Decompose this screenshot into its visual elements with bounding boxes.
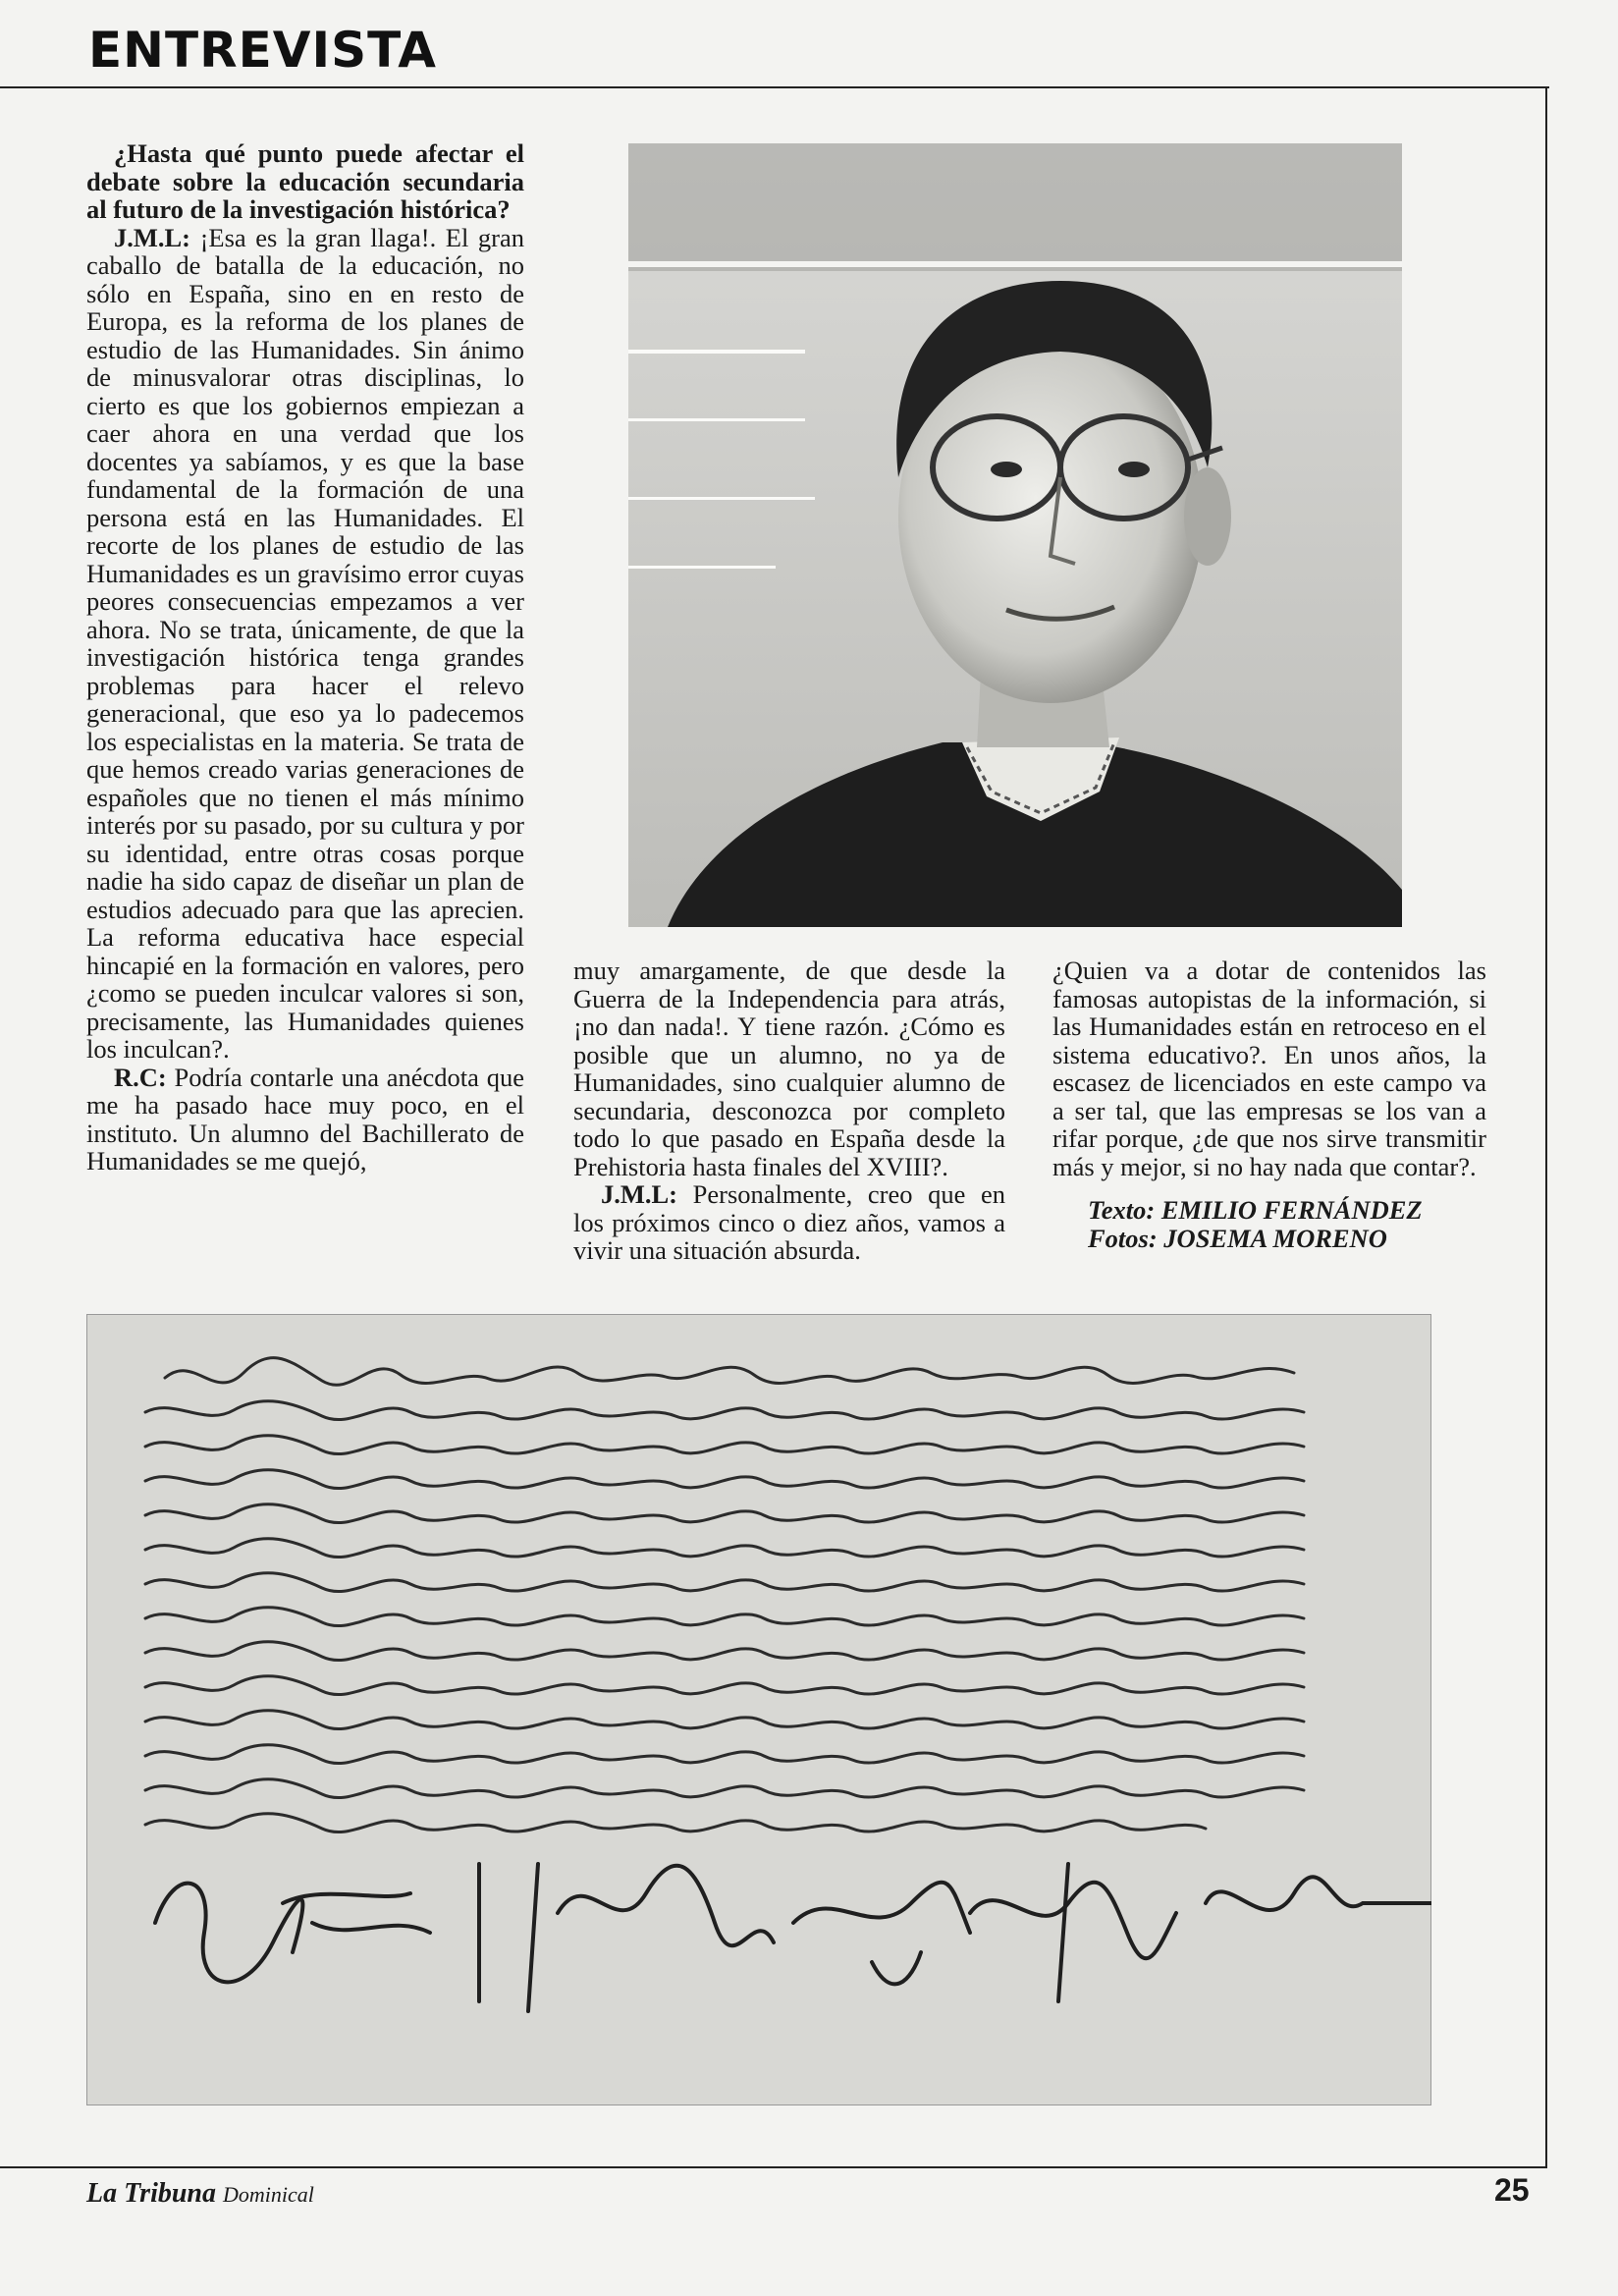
interview-question: ¿Hasta qué punto puede afectar el debate sobre la educación secundaria al futuro de la investigación histórica? bbox=[86, 138, 524, 224]
interview-answer bbox=[86, 224, 524, 1064]
speaker-label: R.C: bbox=[114, 1062, 167, 1092]
answer-text: ¡Esa es la gran llaga!. El gran caballo de batalla de la educación, no sólo en España, sino en en resto de Europa, es la reforma de los planes de estudio de las Humanidades. Sin ánimo de minusvalorar otras disciplinas, lo cierto es que los gobiernos empiezan a caer ahora en una verdad que los docentes ya sabíamos, y es que la base fundamental de la formación de una persona está en las Humanidades. El recorte de los planes de estudio de las Humanidades es un gravísimo error cuyas peores consecuencias empezamos a ver ahora. No se trata, únicamente, de que la investigación histórica tenga grandes problemas para hacer el relevo generacional, que eso ya lo padecemos los especialistas en la materia. Se trata de que hemos creado varias generaciones de españoles que no tienen el más mínimo interés por su pasado, por su cultura y por su identidad, entre otras cosas porque nadie ha sido capaz de diseñar un plan de estudios adecuado para que las aprecien. La reforma educativa hace especial hincapié en la formación en valores, pero ¿como se pueden inculcar valores si son, precisamente, las Humanidades quienes los inculcan?. bbox=[86, 222, 524, 1064]
bottom-rule bbox=[0, 2166, 1547, 2168]
answer-continuation: ¿Quien va a dotar de contenidos las famosas autopistas de la información, si las Humanidades están en retroceso en el sistema educativo?. En unos años, la escasez de licenciados en este campo va a ser tal, que las empresas se los van a rifar porque, ¿de que nos sirve transmitir más y mejor, si no hay nada que contar?. bbox=[1052, 956, 1486, 1181]
speaker-label: J.M.L: bbox=[601, 1179, 678, 1209]
interview-answer bbox=[573, 1180, 1005, 1265]
article-column-3 bbox=[1052, 957, 1486, 1253]
photo-credit: Fotos: JOSEMA MORENO bbox=[1088, 1224, 1387, 1253]
right-rule bbox=[1545, 86, 1547, 2168]
section-title: ENTREVISTA bbox=[88, 22, 437, 79]
portrait-photo bbox=[628, 143, 1402, 927]
article-column-1 bbox=[86, 139, 524, 1175]
page-number: 25 bbox=[1494, 2172, 1530, 2208]
answer-text: Personalmente, creo que en los próximos cinco o diez años, vamos a vivir una situación absurda. bbox=[573, 1179, 1006, 1265]
answer-text: Podría contarle una anécdota que me ha pasado hace muy poco, en el instituto. Un alumno del Bachillerato de Humanidades se me quejó, bbox=[86, 1062, 524, 1175]
manuscript-image bbox=[86, 1314, 1431, 2105]
answer-continuation: muy amargamente, de que desde la Guerra de la Independencia para atrás, ¡no dan nada!. Y tiene razón. ¿Cómo es posible que un alumno, no ya de Humanidades, sino cualquier alumno de secundaria, desconozca por completo todo lo que pasado en España desde la Prehistoria hasta finales del XVIII?. bbox=[573, 956, 1005, 1181]
publication-title: La Tribuna bbox=[86, 2178, 216, 2209]
interview-answer bbox=[86, 1064, 524, 1175]
publication-name bbox=[86, 2178, 314, 2210]
speaker-label: J.M.L: bbox=[114, 222, 191, 252]
publication-subtitle: Dominical bbox=[223, 2182, 314, 2207]
article-column-2 bbox=[573, 957, 1005, 1265]
credits bbox=[1052, 1196, 1486, 1253]
text-credit: Texto: EMILIO FERNÁNDEZ bbox=[1088, 1195, 1423, 1225]
top-rule bbox=[0, 86, 1549, 88]
